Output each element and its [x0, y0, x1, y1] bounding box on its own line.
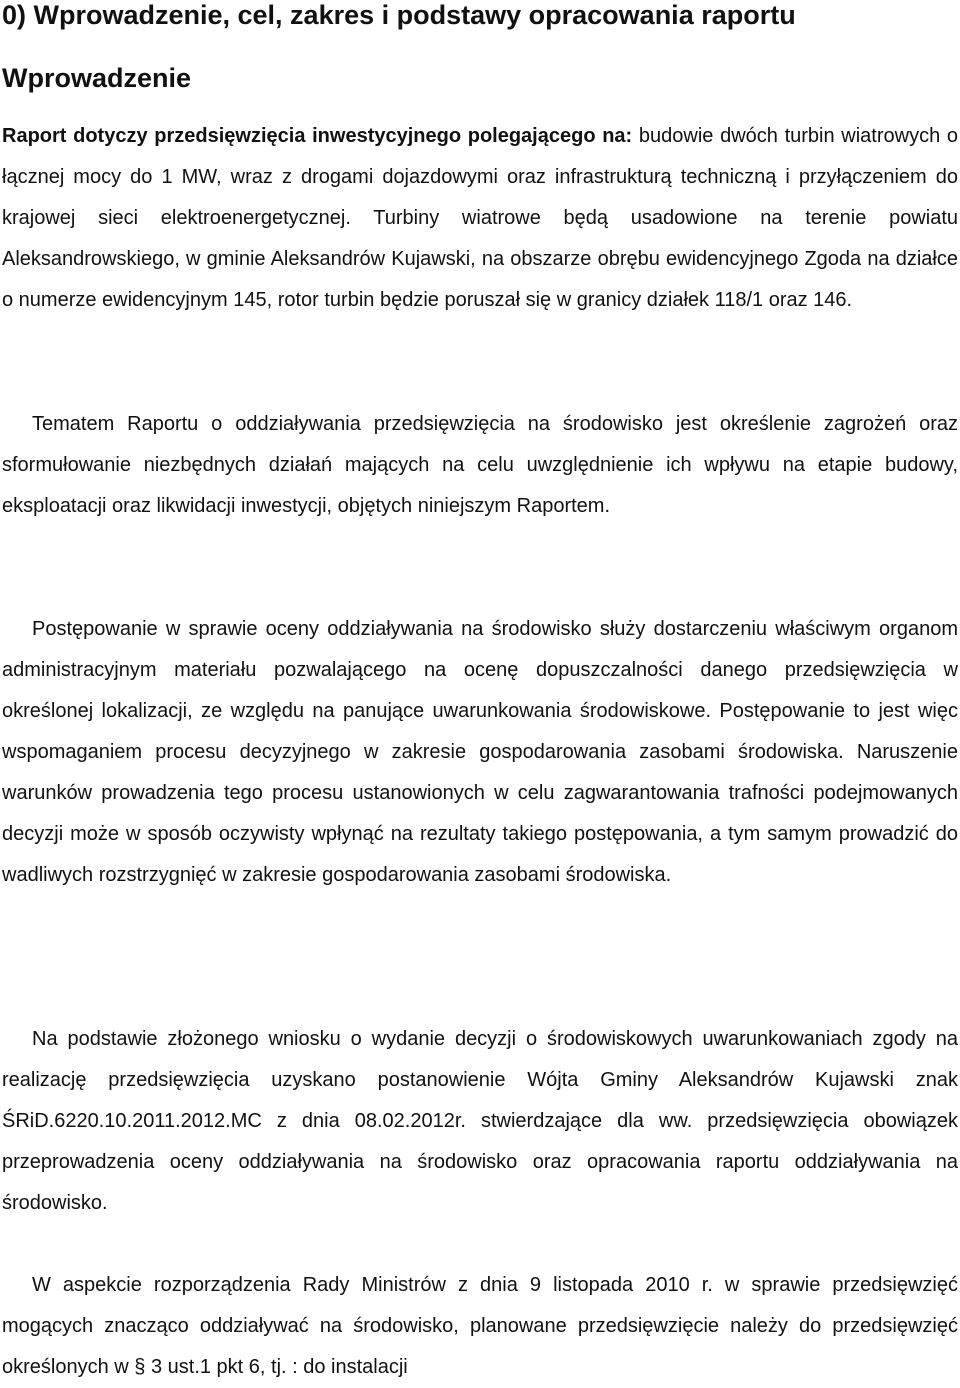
- paragraph-intro: [2, 116, 958, 321]
- chapter-title: 0) Wprowadzenie, cel, zakres i podstawy opracowania raportu: [2, 0, 796, 30]
- paragraph-purpose: [2, 404, 958, 527]
- paragraph-procedure-text: Postępowanie w sprawie oceny oddziaływania na środowisko służy dostarczeniu właściwym organom administracyjnym materiału pozwalającego na ocenę dopuszczalności danego przedsięwzięcia w określonej lokalizacji, ze względu na panujące uwarunkowania środowiskowe. Postępowanie to jest więc wspomaganiem procesu decyzyjnego w zakresie gospodarowania zasobami środowiska. Naruszenie warunków prowadzenia tego procesu ustanowionych w celu zagwarantowania trafności podejmowanych decyzji może w sposób oczywisty wpłynąć na rezultaty takiego postępowania, a tym samym prowadzić do wadliwych rozstrzygnięć w zakresie gospodarowania zasobami środowiska.: [2, 618, 958, 886]
- paragraph-regulation: [2, 1265, 958, 1388]
- paragraph-regulation-text: W aspekcie rozporządzenia Rady Ministrów z dnia 9 listopada 2010 r. w sprawie przedsięwzięć mogących znacząco oddziaływać na środowisko, planowane przedsięwzięcie należy do przedsięwzięć określonych w § 3 ust.1 pkt 6, tj. : do instalacji: [2, 1274, 958, 1378]
- paragraph-decision: [2, 1019, 958, 1224]
- section-title: Wprowadzenie: [2, 63, 192, 93]
- paragraph-decision-text: Na podstawie złożonego wniosku o wydanie decyzji o środowiskowych uwarunkowaniach zgody na realizację przedsięwzięcia uzyskano postanowienie Wójta Gminy Aleksandrów Kujawski znak ŚRiD.6220.10.2011.2012.MC z dnia 08.02.2012r. stwierdzające dla ww. przedsięwzięcia obowiązek przeprowadzenia oceny oddziaływania na środowisko oraz opracowania raportu oddziaływania na środowisko.: [2, 1028, 958, 1214]
- paragraph-purpose-text: Tematem Raportu o oddziaływania przedsięwzięcia na środowisko jest określenie zagrożeń oraz sformułowanie niezbędnych działań mających na celu uwzględnienie ich wpływu na etapie budowy, eksploatacji oraz likwidacji inwestycji, objętych niniejszym Raportem.: [2, 413, 958, 517]
- paragraph-intro-body: budowie dwóch turbin wiatrowych o łącznej mocy do 1 MW, wraz z drogami dojazdowymi oraz infrastrukturą techniczną i przyłączeniem do krajowej sieci elektroenergetycznej. Turbiny wiatrowe będą usadowione na terenie powiatu Aleksandrowskiego, w gminie Aleksandrów Kujawski, na obszarze obrębu ewidencyjnego Zgoda na działce o numerze ewidencyjnym 145, rotor turbin będzie poruszał się w granicy działek 118/1 oraz 146.: [2, 125, 959, 311]
- paragraph-intro-lead: Raport dotyczy przedsięwzięcia inwestycyjnego polegającego na:: [2, 125, 633, 147]
- paragraph-procedure: [2, 609, 958, 896]
